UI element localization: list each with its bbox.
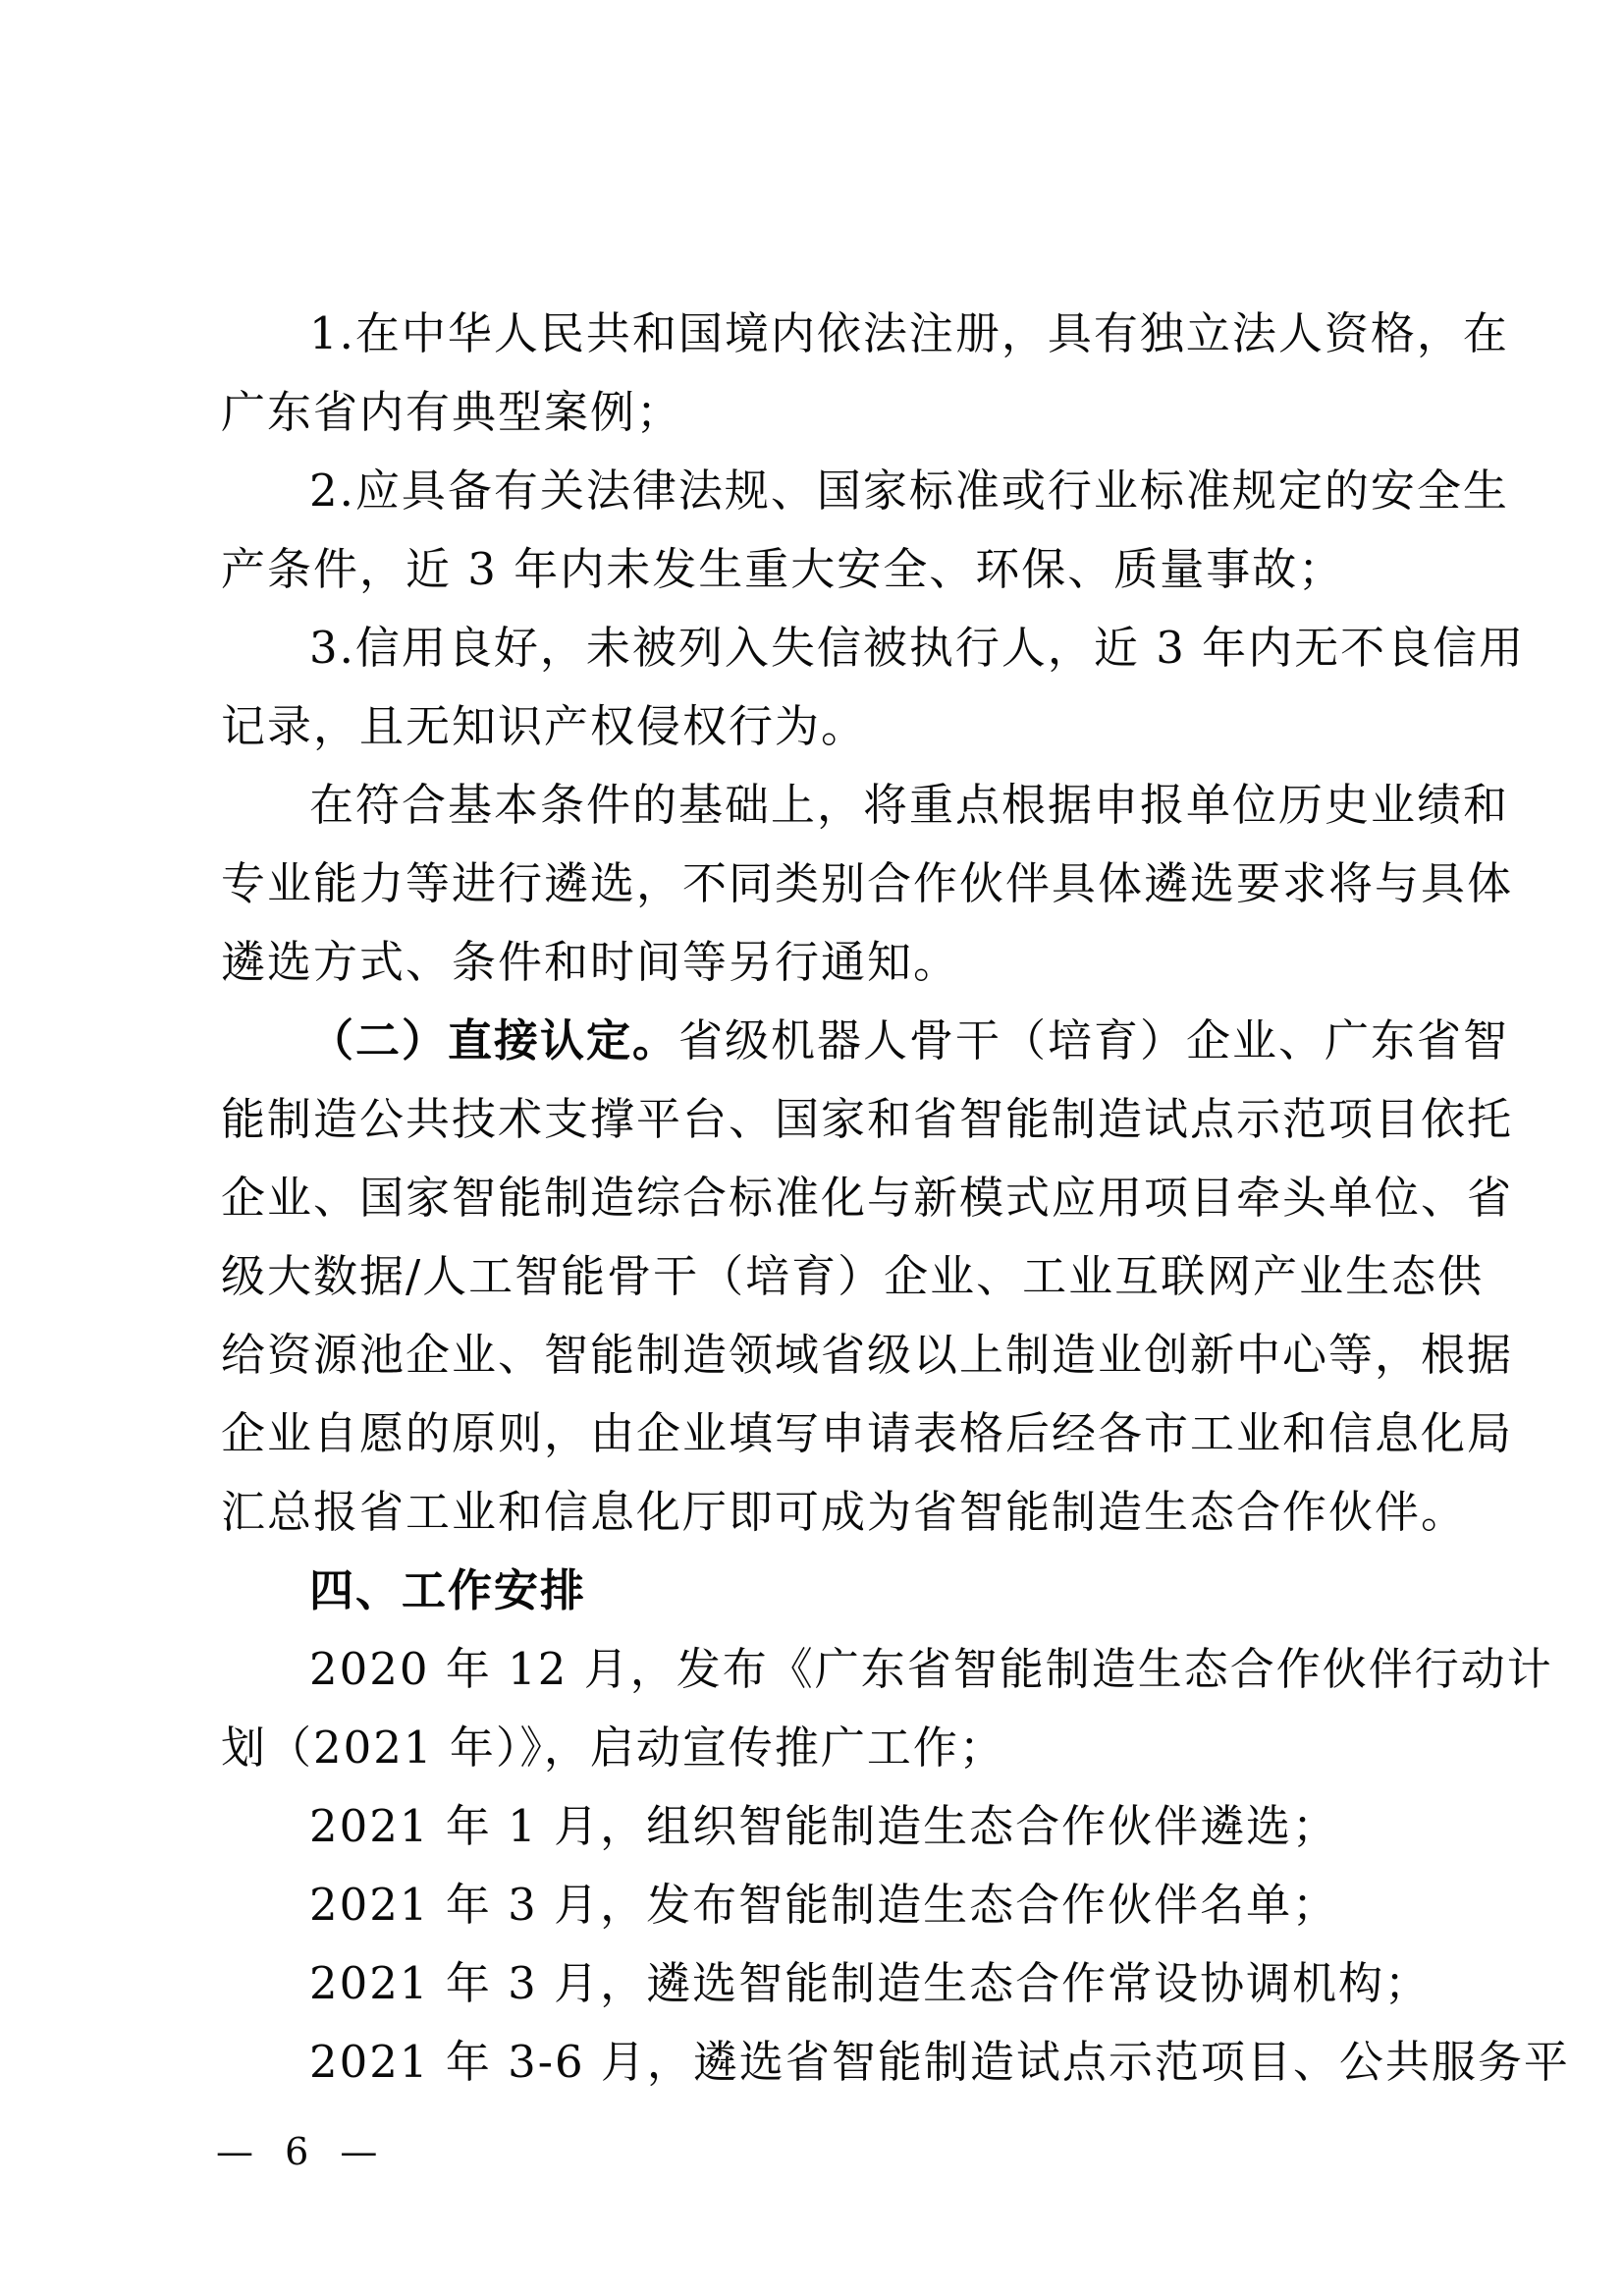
bold-text-segment: 四、工作安排 bbox=[309, 1564, 587, 1616]
body-text-segment: 广东省内有典型案例； bbox=[221, 386, 683, 438]
body-text-segment: 汇总报省工业和信息化厅即可成为省智能制造生态合作伙伴。 bbox=[221, 1486, 1468, 1538]
body-text-segment: 专业能力等进行遴选，不同类别合作伙伴具体遴选要求将与具体 bbox=[221, 857, 1514, 909]
page-number-text: — 6 — bbox=[216, 2130, 388, 2173]
text-line bbox=[221, 1080, 1514, 1159]
text-line bbox=[221, 766, 1510, 845]
text-line bbox=[221, 687, 1438, 766]
body-text-segment: 遴选方式、条件和时间等另行通知。 bbox=[221, 936, 960, 988]
body-text-segment: 1.在中华人民共和国境内依法注册，具有独立法人资格，在 bbox=[309, 307, 1509, 359]
text-line bbox=[221, 1866, 1438, 1944]
text-line bbox=[221, 295, 1509, 373]
text-line bbox=[221, 1473, 1468, 1552]
text-line bbox=[221, 2023, 1570, 2102]
text-line bbox=[221, 1159, 1514, 1237]
bold-text-segment: （二）直接认定。 bbox=[309, 1014, 679, 1066]
text-line bbox=[221, 609, 1526, 687]
body-text-segment: 划（2021 年）》，启动宣传推广工作； bbox=[221, 1722, 1005, 1774]
text-line bbox=[221, 1630, 1553, 1709]
body-text-segment: 2021 年 1 月，组织智能制造生态合作伙伴遴选； bbox=[309, 1800, 1339, 1852]
body-text-segment: 2.应具备有关法律法规、国家标准或行业标准规定的安全生 bbox=[309, 465, 1509, 517]
text-line bbox=[221, 1316, 1514, 1394]
body-text-segment: 级大数据/人工智能骨干（培育）企业、工业互联网产业生态供 bbox=[221, 1250, 1485, 1302]
body-text-segment: 企业、国家智能制造综合标准化与新模式应用项目牵头单位、省 bbox=[221, 1172, 1514, 1224]
body-text-segment: 省级机器人骨干（培育）企业、广东省智 bbox=[678, 1014, 1510, 1066]
text-line bbox=[221, 530, 1438, 609]
body-text-segment: 2021 年 3 月，遴选智能制造生态合作常设协调机构； bbox=[309, 1957, 1432, 2009]
body-text-segment: 2021 年 3-6 月，遴选省智能制造试点示范项目、公共服务平 bbox=[309, 2036, 1570, 2088]
text-line bbox=[221, 923, 1438, 1002]
section-heading bbox=[221, 1552, 1438, 1630]
page-number bbox=[216, 2129, 387, 2174]
body-text-segment: 在符合基本条件的基础上，将重点根据申报单位历史业绩和 bbox=[309, 779, 1510, 831]
text-line bbox=[221, 452, 1509, 530]
body-text-segment: 2021 年 3 月，发布智能制造生态合作伙伴名单； bbox=[309, 1879, 1339, 1931]
text-line bbox=[221, 1237, 1485, 1316]
body-text-segment: 记录，且无知识产权侵权行为。 bbox=[221, 700, 868, 752]
body-text-segment: 2020 年 12 月，发布《广东省智能制造生态合作伙伴行动计 bbox=[309, 1643, 1553, 1695]
text-line bbox=[221, 1787, 1438, 1866]
text-line bbox=[221, 1002, 1510, 1080]
document-body bbox=[221, 295, 1570, 2102]
body-text-segment: 能制造公共技术支撑平台、国家和省智能制造试点示范项目依托 bbox=[221, 1093, 1514, 1145]
text-line bbox=[221, 845, 1514, 923]
text-line bbox=[221, 373, 1438, 452]
body-text-segment: 产条件，近 3 年内未发生重大安全、环保、质量事故； bbox=[221, 543, 1345, 595]
body-text-segment: 3.信用良好，未被列入失信被执行人，近 3 年内无不良信用 bbox=[309, 622, 1526, 674]
text-line bbox=[221, 1394, 1514, 1473]
body-text-segment: 企业自愿的原则，由企业填写申请表格后经各市工业和信息化局 bbox=[221, 1407, 1514, 1459]
text-line bbox=[221, 1709, 1438, 1787]
body-text-segment: 给资源池企业、智能制造领域省级以上制造业创新中心等，根据 bbox=[221, 1329, 1514, 1381]
text-line bbox=[221, 1944, 1438, 2023]
